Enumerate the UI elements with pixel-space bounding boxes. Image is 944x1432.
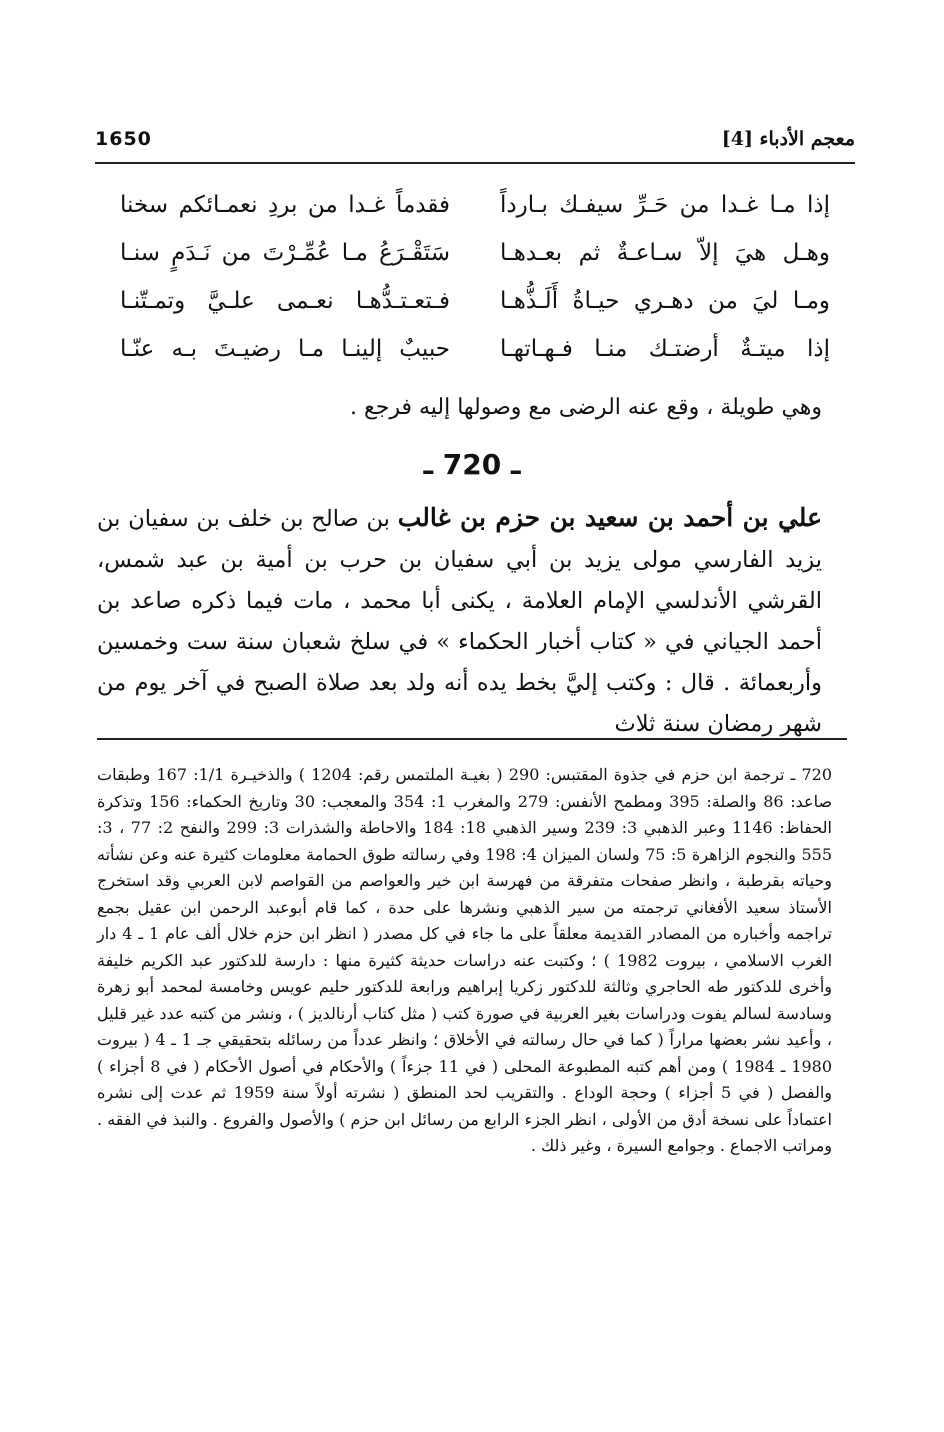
poem-verse [120,240,830,288]
verse-first-hemistich: وهـل هيَ إلاّ سـاعـةٌ ثم بعـدهـا [500,240,830,266]
poem [120,192,830,384]
verse-first-hemistich: إذا مـا غـدا من حَـرِّ سيفـك بـارداً [500,192,830,218]
poem-verse [120,288,830,336]
poem-note: وهي طويلة ، وقع عنه الرضى مع وصولها إليه فرجع . [350,395,822,420]
verse-second-hemistich: فقدماً غـدا من بردِ نعمـائكم سخنا [120,192,450,218]
header-divider [95,162,855,164]
footnote-divider [97,738,847,740]
footnote: 720 ـ ترجمة ابن حزم في جذوة المقتبس: 290 ( بغيـة الملتمس رقم: 1204 ) والذخيـرة 1/1: 167 وطبقات صاعد: 86 والصلة: 395 ومطمح الأنفس: 279 والمغرب 1: 354 والمعجب: 30 وتاريخ الحكماء: 156 وتذكرة الحفاظ: 1146 وعبر الذهبي 3: 239 وسير الذهبي 18: 184 والاحاطة والشذرات 3: 299 والنفح 2: 77 ، 3: 555 والنجوم الزاهرة 5: 75 ولسان الميزان 4: 198 وفي رسالته طوق الحمامة معلومات كثيرة عنه وعن نشأته وحياته بقرطبة ، وانظر صفحات متفرقة من فهرسة ابن خير والعواصم من القواصم لابن العربي وقد استخرج الأستاذ سعيد الأفغاني ترجمته من سير الذهبي ونشرها على حدة ، كما قام أبوعبد الرحمن ابن عقيل بجمع تراجمه وأخباره من المصادر القديمة معلقاً على ما جاء في كل مصدر ( انظر ابن حزم خلال ألف عام 1 ـ 4 دار الغرب الاسلامي ، بيروت 1982 ) ؛ وكتبت عنه دراسات حديثة كثيرة منها : دارسة للدكتور عبد الكريم خليفة وأخرى للدكتور طه الحاجري وثالثة للدكتور زكريا إبراهيم ورابعة للدكتور حليم عويس وخامسة لمحمد أبو زهرة وسادسة لسالم يفوت ودراسات بغير العربية في صورة كتب ( مثل كتاب أرنالديز ) ، ونشر من كتبه عدد غير قليل ، وأعيد نشر بعضها مراراً ( كما في حال رسالته في الأخلاق ؛ وانظر عدداً من رسائله بتحقيقي جـ 1 ـ 4 ( بيروت 1980 ـ 1984 ) ومن أهم كتبه المطبوعة المحلى ( في 11 جزءاً ) والأحكام في أصول الأحكام ( في 8 أجزاء ) والفصل ( في 5 أجزاء ) وحجة الوداع . والتقريب لحد المنطق ( نشرته أولاً سنة 1959 ثم عدت إلى نشره اعتماداً على نسخة أدق من الأولى ، انظر الجزء الرابع من رسائل ابن حزم ) والأصول والفروع . والنبذ في الفقه . ومراتب الاجماع . وجوامع السيرة ، وغير ذلك . [97,765,833,1155]
verse-first-hemistich: ومـا ليَ من دهـري حيـاةُ أَلَـذُّهـا [500,288,830,314]
verse-second-hemistich: حبيبٌ إلينـا مـا رضيـتَ بـه عنّـا [120,336,450,362]
running-title: معجم الأدباء [4] [721,128,855,150]
poem-verse [120,192,830,240]
verse-second-hemistich: سَتَقْـرَعُ مـا عُمِّـرْتَ من نَـدَمٍ سنـا [120,240,450,266]
verse-second-hemistich: فـتعـتـدُّهـا نعـمى علـيَّ وتمـتّنـا [120,288,450,314]
biography-paragraph [97,497,822,745]
page-number: 1650 [95,128,152,150]
entry-number: ـ 720 ـ [423,448,521,481]
poem-verse [120,336,830,384]
biography-text: بن صالح بن خلف بن سفيان بن يزيد الفارسي مولى يزيد بن أبي سفيان بن حرب بن أمية بن عبد شمس، القرشي الأندلسي الإمام العلامة ، يكنى أبا محمد ، مات فيما ذكره صاعد بن أحمد الجياني في « كتاب أخبار الحكماء » في سلخ شعبان سنة ست وخمسين وأربعمائة . قال : وكتب إليَّ بخط يده أنه ولد بعد صلاة الصبح في آخر يوم من شهر رمضان سنة ثلاث [97,506,822,737]
page-header [95,128,855,158]
verse-first-hemistich: إذا ميتـةٌ أرضتـك منـا فـهـاتهـا [500,336,830,362]
subject-name: علي بن أحمد بن سعيد بن حزم بن غالب [397,503,822,532]
